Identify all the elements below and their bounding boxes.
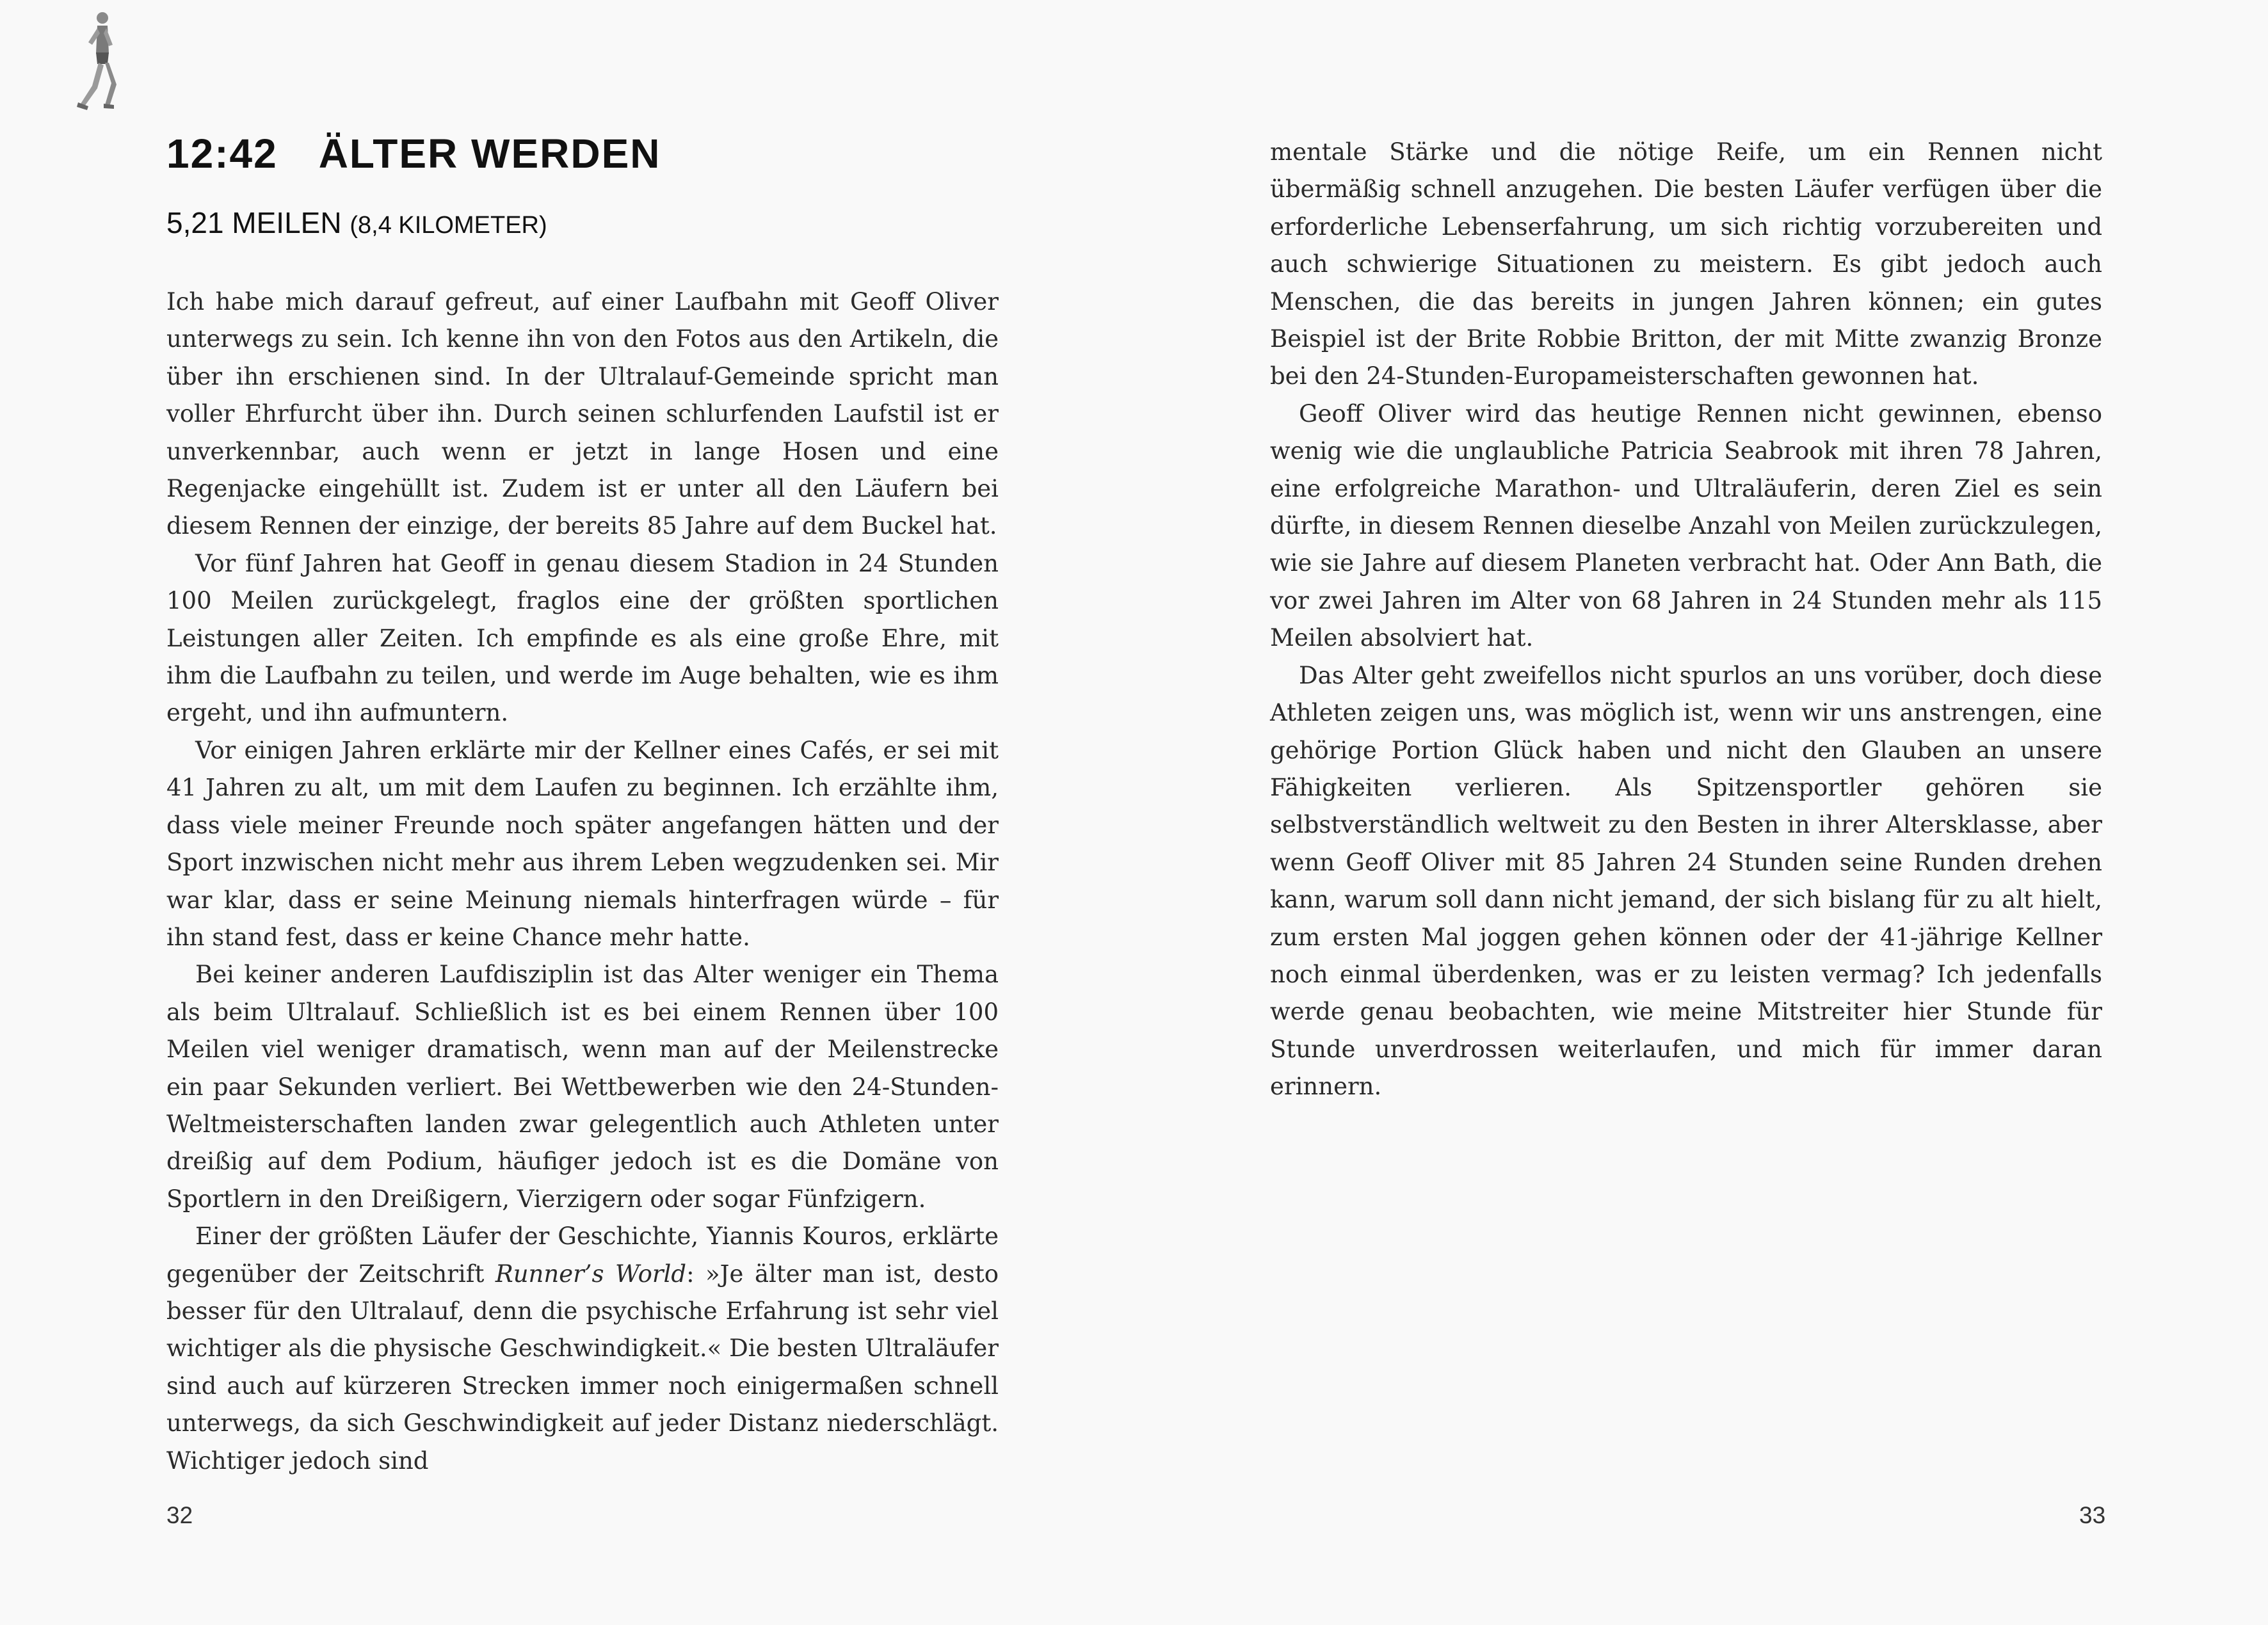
left-body-text	[166, 284, 999, 1480]
chapter-title-text: ÄLTER WERDEN	[318, 131, 661, 177]
distance-miles: 5,21 MEILEN	[166, 206, 342, 239]
paragraph: Geoff Oliver wird das heutige Rennen nicht gewinnen, ebenso wenig wie die unglaubliche Patricia Seabrook mit ihren 78 Jahren, eine erfolgreiche Marathon- und Ultraläuferin, deren Ziel es sein dürfte, in diesem Rennen dieselbe Anzahl von Meilen zurückzulegen, wie sie Jahre auf diesem Planeten verbracht hat. Oder Ann Bath, die vor zwei Jahren im Alter von 68 Jahren in 24 Stunden mehr als 115 Meilen absolviert hat.	[1270, 399, 2102, 652]
paragraph-text: Einer der größten Läufer der Geschichte, Yiannis Kouros, erklärte gegenüber der Zeitschrift	[166, 1222, 999, 1288]
right-body-text	[1270, 134, 2102, 1106]
paragraph: Ich habe mich darauf gefreut, auf einer Laufbahn mit Geoff Oliver unterwegs zu sein. Ich kenne ihn von den Fotos aus den Artikeln, die über ihn erschienen sind. In der Ultralauf-Gemeinde spricht man voller Ehrfurcht über ihn. Durch seinen schlurfenden Laufstil ist er unverkennbar, auch wenn er jetzt in lange Hosen und eine Regenjacke eingehüllt ist. Zudem ist er unter all den Läufern bei diesem Rennen der einzige, der bereits 85 Jahre auf dem Buckel hat.	[166, 288, 999, 540]
chapter-title	[166, 122, 661, 186]
magazine-title: Runner’s World	[495, 1260, 687, 1288]
page-number: 32	[166, 1502, 193, 1528]
right-page	[1134, 0, 2268, 1625]
paragraph: Vor einigen Jahren erklärte mir der Kellner eines Cafés, er sei mit 41 Jahren zu alt, um mit dem Laufen zu beginnen. Ich erzählte ihm, dass viele meiner Freunde noch später angefangen hätten und der Sport inzwischen nicht mehr aus ihrem Leben wegzudenken sei. Mir war klar, dass er seine Meinung niemals hinterfragen würde – für ihn stand fest, dass er keine Chance mehr hatte.	[166, 736, 999, 951]
paragraph	[166, 1218, 999, 1480]
page-number: 33	[2079, 1502, 2106, 1528]
paragraph: mentale Stärke und die nötige Reife, um ein Rennen nicht übermäßig schnell anzugehen. Die besten Läufer verfügen über die erforderliche Lebenserfahrung, um sich richtig vorzubereiten und auch schwierige Situationen zu meistern. Es gibt jedoch auch Menschen, die das bereits in jungen Jahren können; ein gutes Beispiel ist der Brite Robbie Britton, der mit Mitte zwanzig Bronze bei den 24-Stunden-Europameisterschaften gewonnen hat.	[1270, 138, 2102, 390]
paragraph: Das Alter geht zweifellos nicht spurlos an uns vorüber, doch diese Athleten zeigen uns, was möglich ist, wenn wir uns anstrengen, eine gehörige Portion Glück haben und nicht den Glauben an unsere Fähigkeiten verlieren. Als Spitzensportler gehören sie selbstverständlich weltweit zu den Besten in ihrer Altersklasse, aber wenn Geoff Oliver mit 85 Jahren 24 Stunden seine Runden drehen kann, warum soll dann nicht jemand, der sich bislang für zu alt hielt, zum ersten Mal joggen gehen können oder der 41-jährige Kellner noch einmal überdenken, was er zu leisten vermag? Ich jedenfalls werde genau beobachten, wie meine Mitstreiter hier Stunde für Stunde unverdrossen weiterlaufen, und mich für immer daran erinnern.	[1270, 661, 2102, 1101]
paragraph-text: : »Je älter man ist, desto besser für den Ultralauf, denn die psychische Erfahrung ist sehr viel wichtiger als die physische Geschwindigkeit.« Die besten Ultraläufer sind auch auf kürzeren Strecken immer noch einigermaßen schnell unterwegs, da sich Geschwindigkeit auf jeder Distanz niederschlägt. Wichtiger jedoch sind	[166, 1260, 999, 1475]
distance-kilometers: (8,4 KILOMETER)	[350, 212, 547, 239]
runner-icon	[69, 9, 120, 115]
paragraph: Vor fünf Jahren hat Geoff in genau diesem Stadion in 24 Stunden 100 Meilen zurückgelegt, fraglos eine der größten sportlichen Leistungen aller Zeiten. Ich empfinde es als eine große Ehre, mit ihm die Laufbahn zu teilen, und werde im Auge behalten, wie es ihm ergeht, und ihn aufmuntern.	[166, 549, 999, 727]
paragraph: Bei keiner anderen Laufdisziplin ist das Alter weniger ein Thema als beim Ultralauf. Schließlich ist es bei einem Rennen über 100 Meilen viel weniger dramatisch, wenn man auf der Meilenstrecke ein paar Sekunden verliert. Bei Wettbewerben wie den 24-Stunden-Weltmeisterschaften landen zwar gelegentlich auch Athleten unter dreißig auf dem Podium, häufiger jedoch ist es die Domäne von Sportlern in den Dreißigern, Vierzigern oder sogar Fünfzigern.	[166, 961, 999, 1213]
chapter-time: 12:42	[166, 131, 278, 177]
chapter-distance	[166, 197, 547, 251]
